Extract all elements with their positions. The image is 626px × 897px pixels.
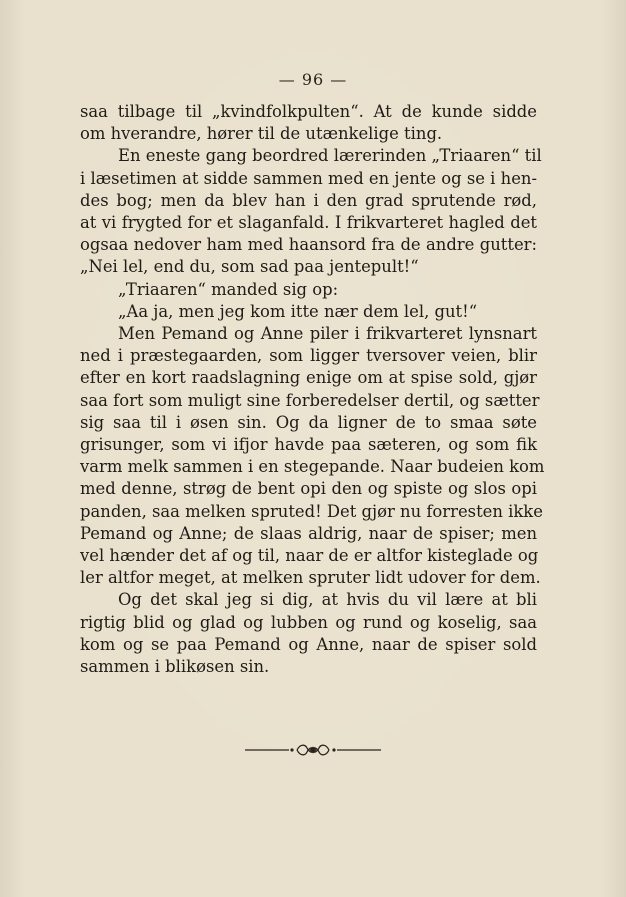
text-line: Men Pemand og Anne piler i frikvarteret lynsnart <box>118 324 537 344</box>
text-line: ler altfor meget, at melken spruter lidt udover for dem. <box>80 568 541 588</box>
text-line: saa tilbage til „kvindfolkpulten“. At de kunde sidde <box>80 102 537 121</box>
text-line: „Nei lel, end du, som sad paa jentepult!“ <box>80 257 419 277</box>
end-ornament <box>0 742 626 758</box>
paragraph-6 <box>80 589 537 678</box>
text-line: Pemand og Anne; de slaas aldrig, naar de spiser; men <box>80 523 537 543</box>
text-line: at vi frygted for et slaganfald. I frikvarteret hagled det <box>80 213 537 233</box>
text-line: ogsaa nedover ham med haansord fra de andre gutter: <box>80 235 537 255</box>
text-line: En eneste gang beordred lærerinden „Triaaren“ til <box>118 146 542 166</box>
text-line: i læsetimen at sidde sammen med en jente og se i hen- <box>80 168 537 188</box>
body-text <box>80 101 545 678</box>
text-line: sammen i blikøsen sin. <box>80 657 270 677</box>
paragraph-1 <box>80 101 537 145</box>
text-line: saa fort som muligt sine forberedelser dertil, og sætter <box>80 390 540 410</box>
page-number: — 96 — <box>278 70 348 89</box>
text-line: „Aa ja, men jeg kom itte nær dem lel, gut!“ <box>118 301 478 321</box>
text-line: „Triaaren“ manded sig op: <box>118 279 339 299</box>
paragraph-5 <box>80 323 545 589</box>
ornament-flourish-icon <box>245 742 381 758</box>
text-line: vel hænder det af og til, naar de er altfor kisteglade og <box>80 546 539 566</box>
paragraph-2 <box>80 145 542 278</box>
text-line: rigtig blid og glad og lubben og rund og koselig, saa <box>80 612 537 632</box>
paragraph-3 <box>80 279 537 301</box>
text-line: Og det skal jeg si dig, at hvis du vil lære at bli <box>118 590 537 610</box>
paragraph-4 <box>80 301 537 323</box>
text-line: sig saa til i øsen sin. Og da ligner de to smaa søte <box>80 412 537 432</box>
text-line: varm melk sammen i en stegepande. Naar budeien kom <box>80 457 545 477</box>
text-line: grisunger, som vi ifjor havde paa sæteren, og som fik <box>80 435 537 455</box>
text-line: des bog; men da blev han i den grad sprutende rød, <box>80 190 537 210</box>
text-line: efter en kort raadslagning enige om at spise sold, gjør <box>80 368 537 388</box>
text-line: kom og se paa Pemand og Anne, naar de spiser sold <box>80 634 537 654</box>
text-line: om hverandre, hører til de utænkelige ting. <box>80 124 443 144</box>
text-line: panden, saa melken spruted! Det gjør nu forresten ikke <box>80 501 543 521</box>
text-line: med denne, strøg de bent opi den og spiste og slos opi <box>80 479 537 499</box>
text-line: ned i præstegaarden, som ligger tversover veien, blir <box>80 346 537 366</box>
